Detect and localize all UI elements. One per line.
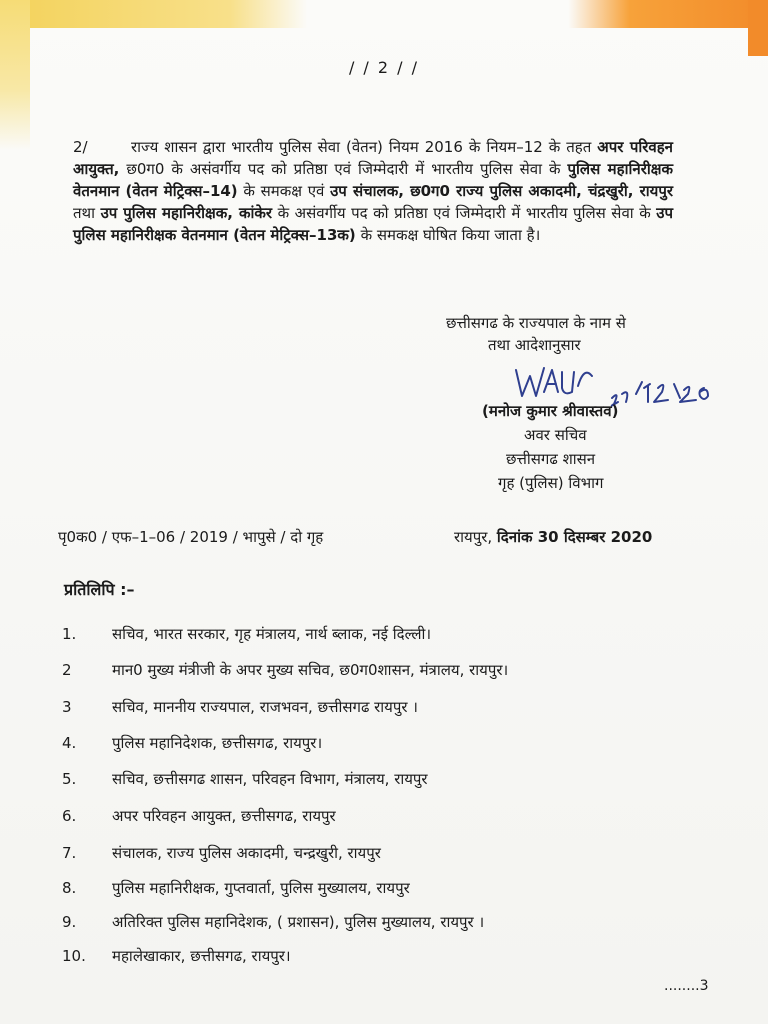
list-item-text: सचिव, माननीय राज्यपाल, राजभवन, छत्तीसगढ रायपुर । xyxy=(112,698,418,716)
top-edge-strip xyxy=(0,0,768,28)
reference-date xyxy=(454,527,652,547)
paragraph-bold-text: उप पुलिस महानिरीक्षक, कांकेर xyxy=(100,204,273,222)
copy-heading: प्रतिलिपि :– xyxy=(64,580,135,599)
paragraph-bold-text: उप संचालक, छ0ग0 राज्य पुलिस अकादमी, चंद्रखुरी, रायपुर xyxy=(330,182,673,200)
list-item xyxy=(62,769,428,789)
list-item xyxy=(62,733,322,753)
list-item-text: पुलिस महानिरीक्षक, गुप्तवार्ता, पुलिस मुख्यालय, रायपुर xyxy=(112,879,410,897)
list-item-number: 1. xyxy=(62,625,77,643)
list-item-text: मान0 मुख्य मंत्रीजी के अपर मुख्य सचिव, छ0ग0शासन, मंत्रालय, रायपुर। xyxy=(112,661,509,679)
list-item-text: पुलिस महानिदेशक, छत्तीसगढ, रायपुर। xyxy=(112,734,323,752)
paragraph-text: राज्य शासन द्वारा भारतीय पुलिस सेवा (वेतन) नियम 2016 के नियम–12 के तहत xyxy=(131,138,598,156)
reference-date-text: दिनांक 30 दिसम्बर 2020 xyxy=(496,528,653,546)
list-item-number: 6. xyxy=(62,807,77,825)
list-item-text: अपर परिवहन आयुक्त, छत्तीसगढ, रायपुर xyxy=(112,807,336,825)
list-item xyxy=(62,697,418,717)
list-item xyxy=(62,912,484,932)
signatory-department-1: छत्तीसगढ शासन xyxy=(506,450,596,468)
list-item xyxy=(62,843,381,863)
reference-number: पृ0क0 / एफ–1–06 / 2019 / भापुसे / दो गृह xyxy=(58,528,324,546)
list-item xyxy=(62,660,508,680)
paragraph-text: के समकक्ष घोषित किया जाता है। xyxy=(355,226,541,244)
paragraph-text: के समकक्ष एवं xyxy=(237,182,331,200)
list-item-number: 7. xyxy=(62,844,77,862)
list-item-text: सचिव, भारत सरकार, गृह मंत्रालय, नार्थ ब्लाक, नई दिल्ली। xyxy=(112,625,432,643)
signatory-department-2: गृह (पुलिस) विभाग xyxy=(498,474,604,492)
list-item-number: 8. xyxy=(62,879,77,897)
order-line-1: छत्तीसगढ के राज्यपाल के नाम से xyxy=(446,314,626,332)
paragraph-number: 2/ xyxy=(73,138,88,156)
signatory-name: (मनोज कुमार श्रीवास्तव) xyxy=(482,402,619,420)
paragraph-text: छ0ग0 के असंवर्गीय पद को प्रतिष्ठा एवं जिम्मेदारी में भारतीय पुलिस सेवा के xyxy=(119,160,568,178)
page-number-marker: / / 2 / / xyxy=(348,58,420,77)
list-item-number: 4. xyxy=(62,734,77,752)
body-paragraph xyxy=(73,136,673,246)
order-line-2: तथा आदेशानुसार xyxy=(488,336,581,354)
list-item-number: 2 xyxy=(62,661,72,679)
list-item xyxy=(62,878,410,898)
next-page-marker: ........3 xyxy=(664,978,709,994)
list-item xyxy=(62,624,431,644)
list-item xyxy=(62,946,291,966)
paragraph-text: तथा xyxy=(73,204,101,222)
list-item-text: महालेखाकार, छत्तीसगढ, रायपुर। xyxy=(112,947,291,965)
right-edge-strip xyxy=(748,0,768,56)
list-item-text: सचिव, छत्तीसगढ शासन, परिवहन विभाग, मंत्रालय, रायपुर xyxy=(112,770,428,788)
paragraph-bold-text: पुलिस महानिरीक्षक वेतनमान (वेतन मेट्रिक्स–14) xyxy=(73,160,673,200)
list-item-text: संचालक, राज्य पुलिस अकादमी, चन्द्रखुरी, रायपुर xyxy=(112,844,381,862)
list-item xyxy=(62,806,336,826)
signatory-designation: अवर सचिव xyxy=(524,426,587,444)
list-item-number: 5. xyxy=(62,770,77,788)
paragraph-bold-text: अपर परिवहन आयुक्त, xyxy=(73,138,673,178)
reference-place: रायपुर, xyxy=(454,528,497,546)
list-item-number: 3 xyxy=(62,698,72,716)
list-item-text: अतिरिक्त पुलिस महानिदेशक, ( प्रशासन), पुलिस मुख्यालय, रायपुर । xyxy=(112,913,485,931)
paragraph-text: के असंवर्गीय पद को प्रतिष्ठा एवं जिम्मेदारी में भारतीय पुलिस सेवा के xyxy=(272,204,657,222)
list-item-number: 9. xyxy=(62,913,77,931)
paragraph-bold-text: उप पुलिस महानिरीक्षक वेतनमान (वेतन मेट्रिक्स–13क) xyxy=(73,204,673,244)
list-item-number: 10. xyxy=(62,947,86,965)
